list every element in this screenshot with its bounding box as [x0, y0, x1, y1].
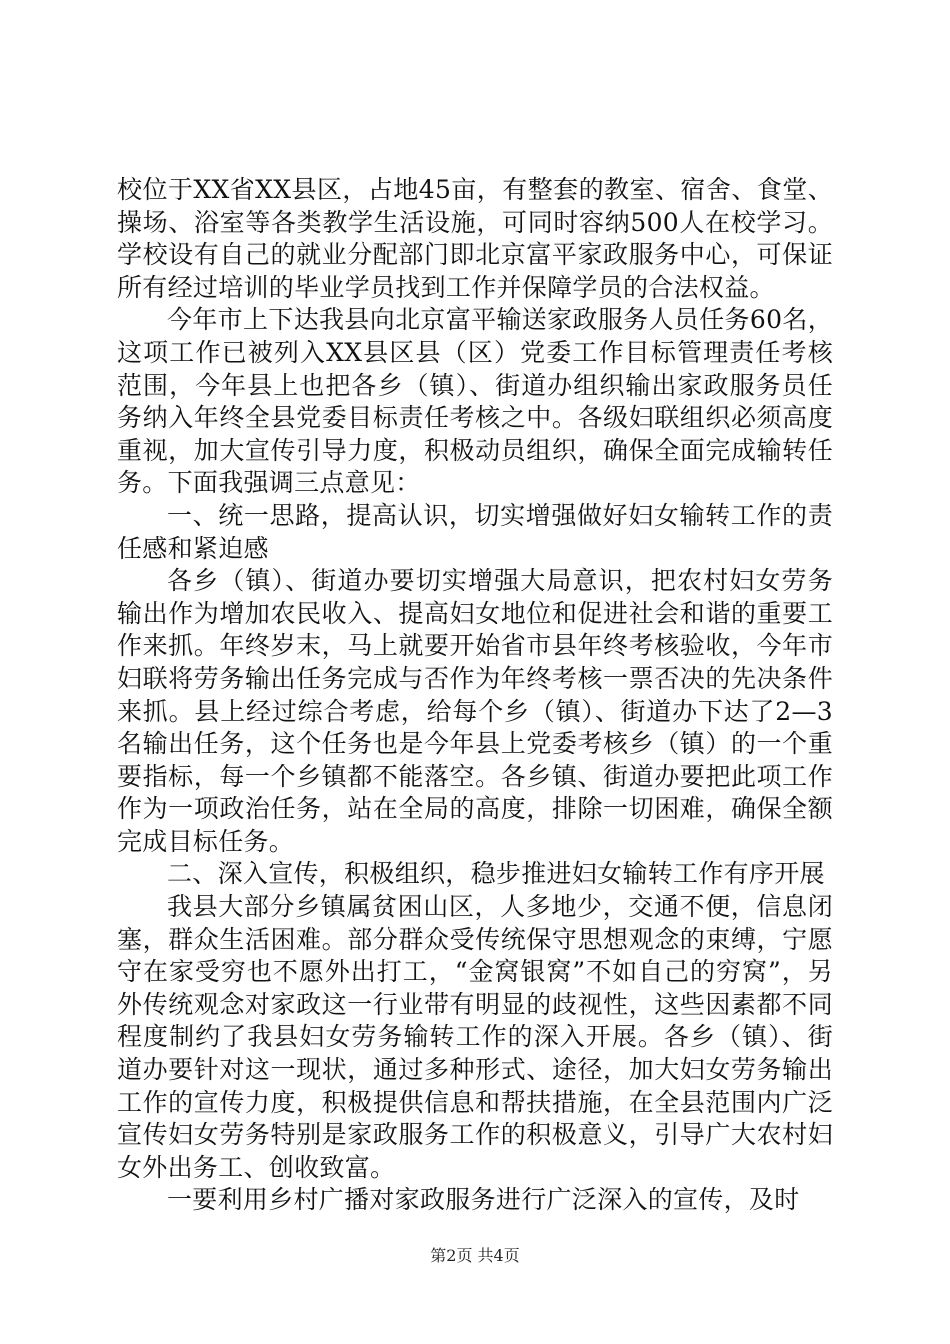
paragraph-2: 今年市上下达我县向北京富平输送家政服务人员任务60名，这项工作已被列入XX县区县（区）党委工作目标管理责任考核范围，今年县上也把各乡（镇）、街道办组织输出家政服务员任务纳入年终全县党委目标责任考核之中。各级妇联组织必须高度重视，加大宣传引导力度，积极动员组织，确保全面完成输转任务。下面我强调三点意见：: [117, 305, 833, 498]
section-heading-1: 一、统一思路，提高认识，切实增强做好妇女输转工作的责任感和紧迫感: [117, 500, 833, 563]
paragraph-3: 各乡（镇）、街道办要切实增强大局意识，把农村妇女劳务输出作为增加农民收入、提高妇女地位和促进社会和谐的重要工作来抓。年终岁末，马上就要开始省市县年终考核验收，今年市妇联将劳务输出任务完成与否作为年终考核一票否决的先决条件来抓。县上经过综合考虑，给每个乡（镇）、街道办下达了2—3名输出任务，这个任务也是今年县上党委考核乡（镇）的一个重要指标，每一个乡镇都不能落空。各乡镇、街道办要把此项工作作为一项政治任务，站在全局的高度，排除一切困难，确保全额完成目标任务。: [117, 566, 833, 856]
section-heading-2: 二、深入宣传，积极组织，稳步推进妇女输转工作有序开展: [167, 859, 825, 889]
paragraph-4: 我县大部分乡镇属贫困山区，人多地少，交通不便，信息闭塞，群众生活困难。部分群众受传统保守思想观念的束缚，宁愿守在家受穷也不愿外出打工，“金窝银窝”不如自己的穷窝”，另外传统观念对家政这一行业带有明显的歧视性，这些因素都不同程度制约了我县妇女劳务输转工作的深入开展。各乡（镇）、街道办要针对这一现状，通过多种形式、途径，加大妇女劳务输出工作的宣传力度，积极提供信息和帮扶措施，在全县范围内广泛宣传妇女劳务特别是家政服务工作的积极意义，引导广大农村妇女外出务工、创收致富。: [117, 892, 833, 1182]
document-body: [117, 174, 833, 1217]
page-footer: 第2页 共4页: [430, 1246, 520, 1265]
paragraph-1: 校位于XX省XX县区，占地45亩，有整套的教室、宿舍、食堂、操场、浴室等各类教学生活设施，可同时容纳500人在校学习。学校设有自己的就业分配部门即北京富平家政服务中心，可保证所有经过培训的毕业学员找到工作并保障学员的合法权益。: [117, 175, 833, 302]
paragraph-5: 一要利用乡村广播对家政服务进行广泛深入的宣传，及时: [167, 1185, 800, 1215]
